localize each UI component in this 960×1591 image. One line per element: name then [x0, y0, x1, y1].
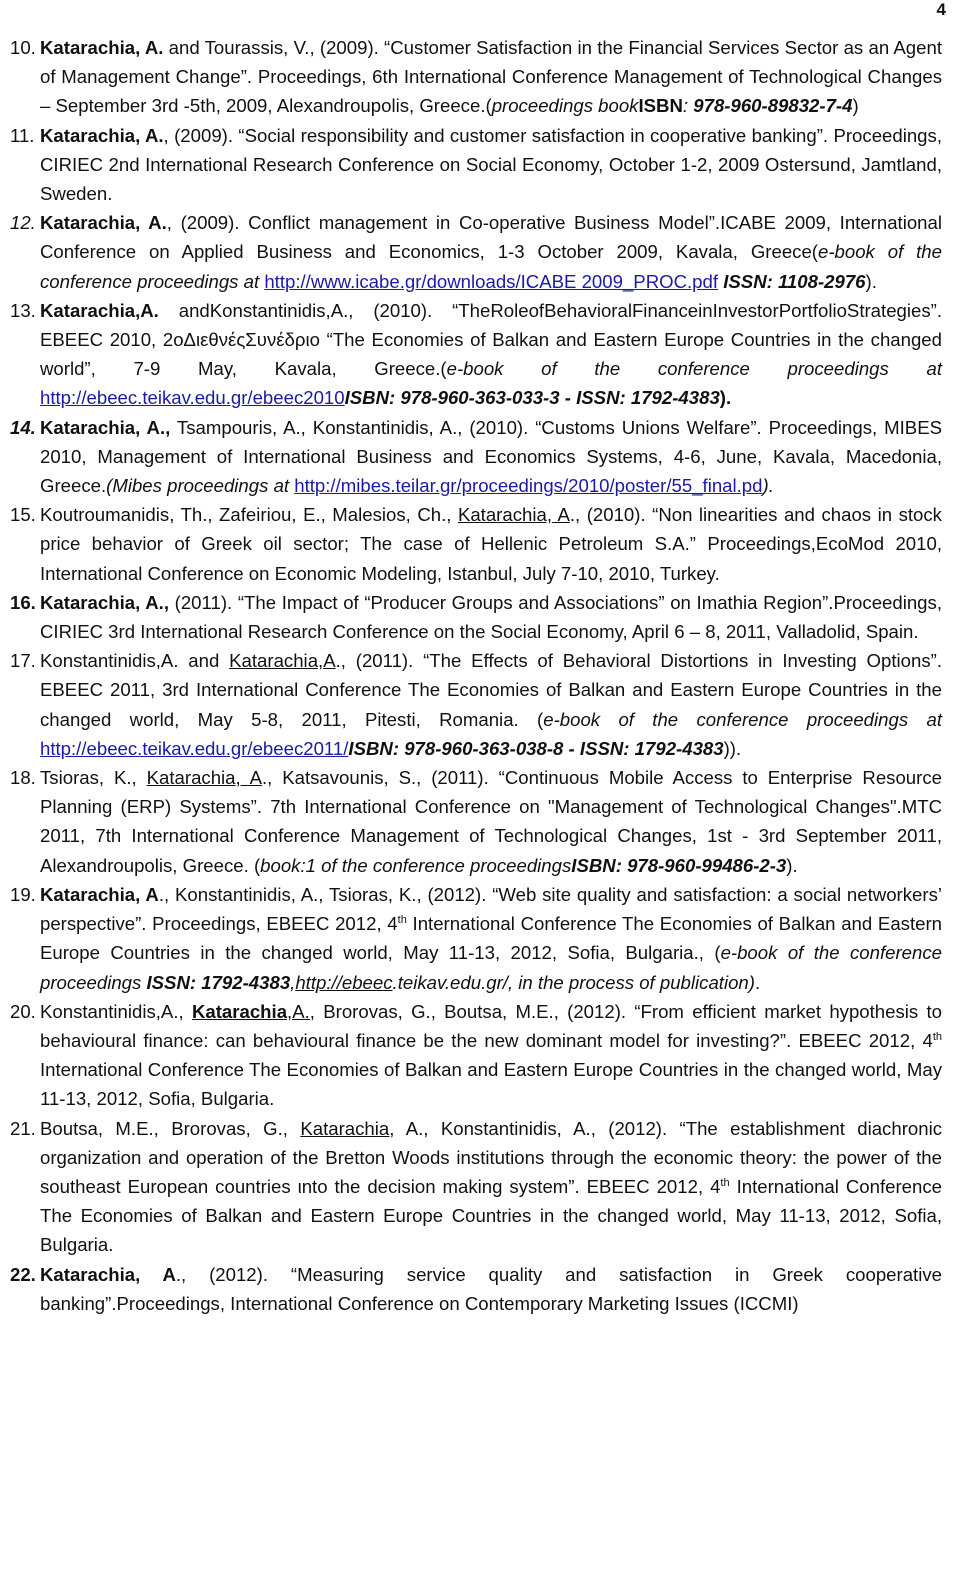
reference-text: International Conference The Economies of Balkan and Eastern Europe Countries in the changed world, May 11-13, 2012, Sofia, Bulgaria.	[40, 1059, 942, 1110]
reference-text: Katarachia,	[300, 1117, 395, 1139]
reference-text: Katarachia, A	[40, 883, 159, 905]
reference-text: (Mibes proceedings at	[106, 475, 295, 497]
reference-text: ., (2012). “Measuring service quality and satisfaction in Greek cooperative banking”.Proceedings, International Conference on Contemporary Marketing Issues (ICCMI)	[40, 1263, 942, 1314]
reference-item	[0, 413, 960, 501]
reference-item	[0, 588, 960, 646]
reference-text: ISBN: 978-960-99486-2-3	[571, 854, 787, 876]
reference-text: A., Konstantinidis, A., (2012). “The establishment diachronic organization and operation of the Bretton Woods institutions through the economic theory: the power of the southeast European countries ιnto the decision making system”. EBEEC 2012, 4	[40, 1117, 943, 1197]
reference-text: and Tourassis, V., (2009). “Customer Satisfaction in the Financial Services Sector as an Agent of Management Change”. Proceedings, 6th International Conference Management of Technological Changes – September 3rd -5th, 2009, Alexandroupolis, Greece.(	[40, 37, 942, 117]
reference-item	[0, 1114, 960, 1260]
reference-text: andKonstantinidis,A., (2010). “TheRoleofBehavioralFinanceinInvestorPortfolioStrategies”. EBEEC 2010, 2οΔιεθνέςΣυνέδριο “The Economies of Balkan and Eastern Europe Countries in the changed world”, 7-9 May, Kavala, Greece.(	[40, 299, 942, 380]
reference-text: http://ebeec	[295, 971, 393, 993]
ordinal-superscript: th	[720, 1176, 730, 1189]
reference-text: e-book of the conference proceedings at	[543, 708, 942, 730]
reference-item	[0, 1260, 960, 1318]
reference-text: ,A.,	[287, 1000, 315, 1022]
reference-text: Brorovas, G., Boutsa, M.E., (2012). “From efficient market hypothesis to behavioural finance: can behavioural finance be the new dominant model for investing?”. EBEEC 2012, 4	[40, 1000, 942, 1051]
reference-item	[0, 646, 960, 763]
reference-text: e-book of the conference proceedings at	[40, 241, 942, 292]
reference-item	[0, 763, 960, 880]
reference-text: )	[852, 95, 859, 117]
ordinal-superscript: th	[397, 913, 407, 926]
reference-text: ISBN: 978-960-363-033-3 - ISSN: 1792-4383	[344, 387, 720, 409]
reference-text: book:1 of the conference proceedings	[260, 854, 572, 876]
reference-text: Konstantinidis,A. and	[40, 650, 230, 672]
reference-text: :	[682, 95, 694, 117]
reference-number: 11.	[10, 124, 35, 146]
reference-text: proceedings book	[491, 95, 639, 117]
reference-list	[0, 33, 960, 1318]
reference-number: 13.	[10, 299, 36, 321]
reference-item	[0, 997, 960, 1114]
reference-text: Katarachia, A.,	[40, 416, 171, 438]
reference-text: .teikav.edu.gr/, in the process of publication)	[392, 971, 755, 993]
reference-text: Tsampouris, A., Konstantinidis, A., (2010). “Customs Unions Welfare”. Proceedings, MIBES 2010, Management of International Business and Economics Systems, 4-6, June, Kavala, Macedonia, Greece.	[40, 416, 942, 497]
reference-number: 19.	[10, 883, 36, 905]
reference-text: ).	[865, 270, 877, 292]
ordinal-superscript: th	[932, 1030, 942, 1043]
reference-text: ).	[786, 854, 798, 876]
reference-text: ISSN: 1108-2976	[723, 270, 866, 292]
reference-item	[0, 121, 960, 209]
reference-text: Konstantinidis,A.,	[40, 1000, 192, 1022]
reference-text: ISBN: 978-960-363-038-8 - ISSN: 1792-4383	[348, 737, 724, 759]
reference-text: 978-960-89832-7-4	[693, 95, 853, 117]
reference-link[interactable]: http://www.icabe.gr/downloads/ICABE 2009_PROC.pdf	[264, 270, 719, 292]
reference-number: 10.	[10, 37, 36, 58]
reference-text: ,	[290, 971, 296, 993]
reference-text: Katarachia	[191, 1000, 288, 1022]
reference-number: 18.	[10, 767, 36, 789]
reference-text: Katarachia, A	[457, 504, 570, 526]
reference-text: ISSN: 1792-4383	[146, 971, 291, 993]
reference-text: ).	[762, 475, 774, 497]
reference-item	[0, 500, 960, 588]
reference-item	[0, 296, 960, 413]
reference-number: 15.	[10, 504, 36, 526]
reference-text: )).	[723, 737, 742, 759]
reference-text: Katarachia,A	[229, 650, 336, 672]
reference-text: .	[754, 971, 761, 993]
reference-number: 22.	[10, 1263, 36, 1285]
reference-item	[0, 880, 960, 997]
reference-text: Katarachia, A.	[40, 212, 167, 234]
reference-text: , (2009). “Social responsibility and customer satisfaction in cooperative banking”. Proceedings, CIRIEC 2nd International Research Conference on Social Economy, October 1-2, 2009 Ostersund, Jamtland, Sweden.	[40, 124, 942, 205]
reference-text: , (2009). Conflict management in Co-operative Business Model”.ICABE 2009, International Conference on Applied Business and Economics, 1-3 October 2009, Kavala, Greece(	[40, 212, 942, 263]
reference-text: ., (2011). “The Effects of Behavioral Distortions in Investing Options”. EBEEC 2011, 3rd International Conference The Economies of Balkan and Eastern Europe Countries in the changed world, May 5-8, 2011, Pitesti, Romania. (	[40, 650, 942, 730]
reference-text: Tsioras, K.,	[40, 767, 147, 789]
reference-text: Katarachia, A	[146, 767, 262, 789]
page-number: 4	[936, 0, 946, 19]
reference-item	[0, 208, 960, 296]
reference-text: Katarachia, A	[40, 1263, 176, 1285]
reference-text: Katarachia, A.	[40, 124, 164, 146]
reference-number: 20.	[10, 1000, 36, 1022]
reference-text: ).	[719, 387, 732, 409]
reference-number: 21.	[10, 1117, 36, 1139]
reference-text: ., Konstantinidis, A., Tsioras, K., (2012). “Web site quality and satisfaction: a social networkers’ perspective”. Proceedings, EBEEC 2012, 4	[40, 883, 942, 935]
reference-text: Katarachia, A.	[40, 37, 164, 58]
reference-link[interactable]: http://ebeec.teikav.edu.gr/ebeec2010	[40, 387, 345, 409]
reference-number: 12.	[10, 212, 36, 234]
reference-text: International Conference The Economies of Balkan and Eastern Europe Countries in the changed world, May 11-13, 2012, Sofia, Bulgaria.	[40, 1175, 942, 1256]
reference-number: 16.	[10, 591, 36, 613]
reference-text: Katarachia, A.,	[40, 591, 169, 613]
reference-text: ., (2010). “Non linearities and chaos in stock price behavior of Greek oil sector; The case of Hellenic Petroleum S.A.” Proceedings,EcoMod 2010, International Conference on Economic Modeling, Istanbul, July 7-10, 2010, Turkey.	[40, 504, 942, 584]
reference-text: International Conference The Economies of Balkan and Eastern Europe Countries in the changed world, May 11-13, 2012, Sofia, Bulgaria., (	[40, 913, 942, 964]
reference-text: Koutroumanidis, Th., Zafeiriou, E., Malesios, Ch.,	[40, 504, 458, 526]
reference-number: 17.	[10, 650, 36, 672]
reference-text: (2011). “The Impact of “Producer Groups and Associations” on Imathia Region”.Proceedings, CIRIEC 3rd International Research Conference on the Social Economy, April 6 – 8, 2011, Valladolid, Spain.	[40, 591, 942, 643]
reference-text: ISBN	[638, 95, 683, 117]
reference-number: 14.	[10, 416, 36, 438]
reference-text: e-book of the conference proceedings	[40, 942, 942, 993]
reference-text: Katarachia,A.	[40, 299, 159, 321]
reference-link[interactable]: http://mibes.teilar.gr/proceedings/2010/poster/55_final.pd	[294, 475, 763, 497]
reference-item	[0, 33, 960, 121]
reference-text: ., Katsavounis, S., (2011). “Continuous Mobile Access to Enterprise Resource Planning (ERP) Systems”. 7th International Conference on "Management of Technological Changes".MTC 2011, 7th International Conference Management of Technological Changes, 1st - 3rd September 2011, Alexandroupolis, Greece. (	[40, 767, 942, 876]
reference-link[interactable]: http://ebeec.teikav.edu.gr/ebeec2011/	[40, 737, 349, 759]
reference-text: e-book of the conference proceedings at	[446, 358, 942, 380]
reference-text: Boutsa, M.E., Brorovas, G.,	[40, 1117, 301, 1139]
